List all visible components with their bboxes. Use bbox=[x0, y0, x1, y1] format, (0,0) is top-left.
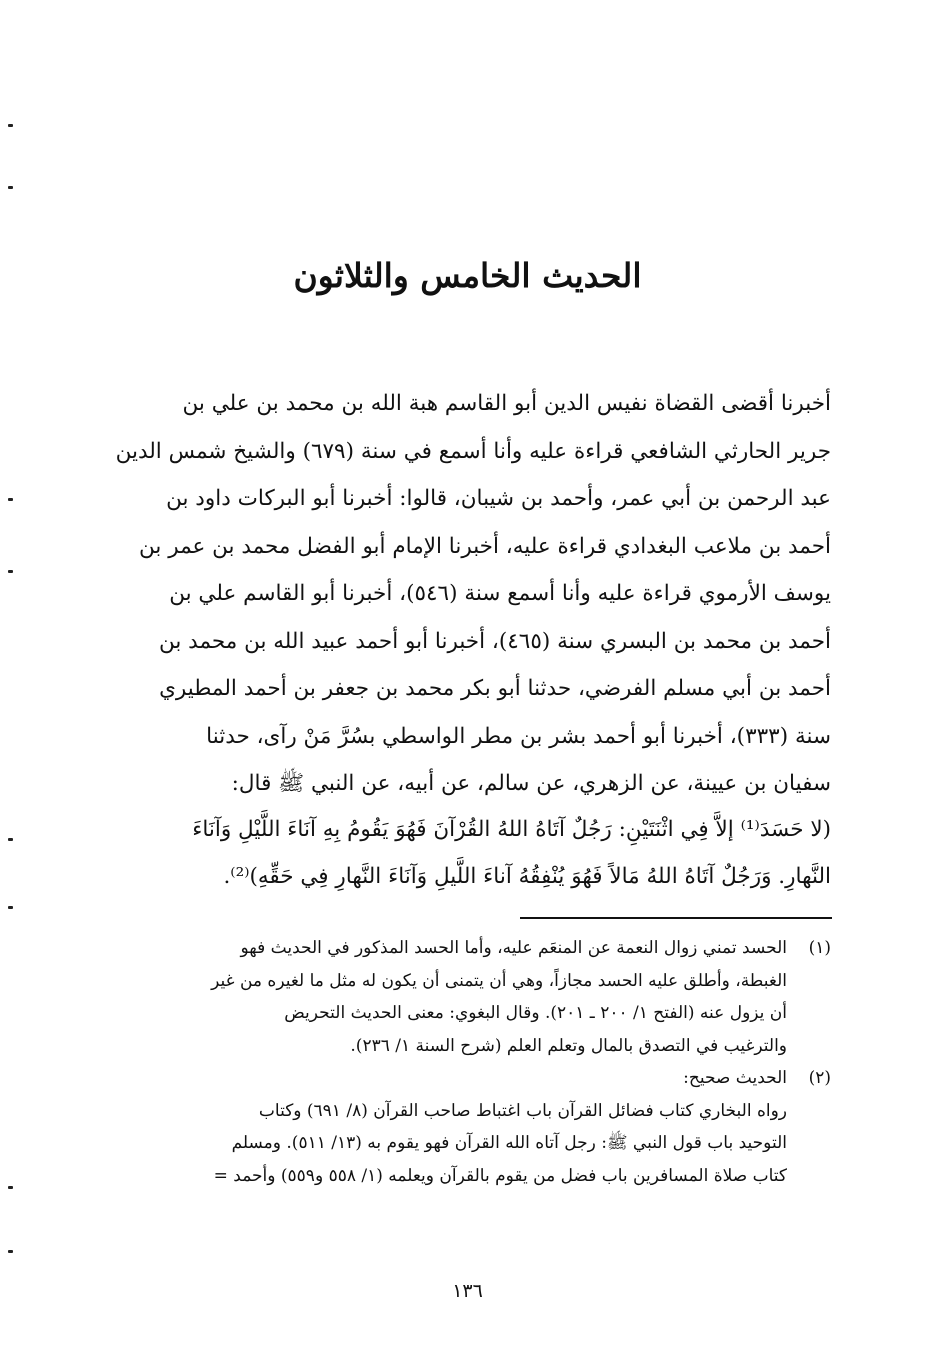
text-line: أخبرنا أقضى القضاة نفيس الدين أبو القاسم هبة الله بن محمد بن علي بن bbox=[182, 391, 831, 416]
scan-mark bbox=[8, 124, 13, 127]
footnote-1 bbox=[103, 932, 831, 1062]
scan-mark bbox=[8, 906, 13, 909]
footnotes bbox=[103, 932, 831, 1192]
hadith-title: الحديث الخامس والثلاثون bbox=[293, 256, 642, 295]
footnote-line: أن يزول عنه (الفتح ١/ ٢٠٠ ـ ٢٠١). وقال البغوي: معنى الحديث التحريض bbox=[284, 1003, 787, 1023]
footnote-line: الحديث صحيح: bbox=[683, 1068, 787, 1088]
footnote-line: كتاب صلاة المسافرين باب فضل من يقوم بالقرآن ويعلمه (١/ ٥٥٨ و٥٥٩) وأحمد = bbox=[213, 1165, 787, 1186]
footnote-2 bbox=[103, 1062, 831, 1095]
footnote-line: الغبطة، وأطلق عليه الحسد مجازاً، وهي أن يتمنى أن يكون له مثل ما لغيره من غير bbox=[211, 970, 787, 991]
scan-mark bbox=[8, 570, 13, 573]
scan-mark bbox=[8, 186, 13, 189]
footnote-line: رواه البخاري كتاب فضائل القرآن باب اغتباط صاحب القرآن (٨/ ٦٩١) وكتاب bbox=[258, 1100, 787, 1121]
footnote-line: والترغيب في التصدق بالمال وتعلم العلم (شرح السنة ١/ ٢٣٦). bbox=[350, 1035, 787, 1056]
text-line: أحمد بن أبي مسلم الفرضي، حدثنا أبو بكر محمد بن جعفر بن أحمد المطيري bbox=[159, 676, 831, 701]
text-line: سفيان بن عيينة، عن الزهري، عن سالم، عن أبيه، عن النبي ﷺ قال: bbox=[231, 771, 831, 796]
text-line: أحمد بن محمد بن البسري سنة (٤٦٥)، أخبرنا أبو أحمد عبيد الله بن محمد بن bbox=[158, 628, 831, 654]
footnote-number: (٢) bbox=[808, 1068, 831, 1088]
scan-mark bbox=[8, 838, 13, 841]
text-line: يوسف الأرموي قراءة عليه وأنا أسمع سنة (٥٤٦)، أخبرنا أبو القاسم علي بن bbox=[169, 581, 831, 606]
footnote-separator bbox=[520, 917, 832, 919]
footnote-line: التوحيد باب قول النبي ﷺ: رجل آتاه الله القرآن فهو يقوم به (١٣/ ٥١١). ومسلم bbox=[231, 1133, 787, 1153]
hadith-line: (لا حَسَدَ⁽¹⁾ إلاَّ فِي اثْنَتَيْنِ: رَجُلٌ آتَاهُ اللهُ القُرْآنَ فَهُوَ يَقُومُ بِهِ آنَاءَ اللَّيْلِ وَآنَاءَ bbox=[192, 817, 831, 842]
hadith-line: النَّهارِ. وَرَجُلٌ آتَاهُ اللهُ مَالاً فَهُوَ يُنْفِقُهُ آناءَ اللَّيلِ وَآنَاءَ النَّهارِ فِي حَقِّهِ)⁽²⁾. bbox=[223, 864, 831, 889]
footnote-2-detail bbox=[103, 1095, 831, 1193]
footnote-number: (١) bbox=[808, 938, 831, 958]
scan-mark bbox=[8, 1250, 13, 1253]
footnote-line: الحسد تمني زوال النعمة عن المنعَم عليه، وأما الحسد المذكور في الحديث فهو bbox=[240, 938, 787, 958]
scan-mark bbox=[8, 1186, 13, 1189]
page-number: ١٣٦ bbox=[452, 1280, 483, 1302]
isnad-paragraph bbox=[103, 380, 831, 808]
scan-mark bbox=[8, 498, 13, 501]
text-line: عبد الرحمن بن أبي عمر، وأحمد بن شيبان، قالوا: أخبرنا أبو البركات داود بن bbox=[166, 486, 831, 511]
text-line: أحمد بن ملاعب البغدادي قراءة عليه، أخبرنا الإمام أبو الفضل محمد بن عمر بن bbox=[139, 533, 831, 559]
hadith-text bbox=[103, 806, 831, 900]
text-line: سنة (٣٣٣)، أخبرنا أبو أحمد بشر بن مطر الواسطي بسُرَّ مَنْ رآى، حدثنا bbox=[206, 723, 831, 749]
text-line: جرير الحارثي الشافعي قراءة عليه وأنا أسمع في سنة (٦٧٩) والشيخ شمس الدين bbox=[115, 438, 831, 464]
